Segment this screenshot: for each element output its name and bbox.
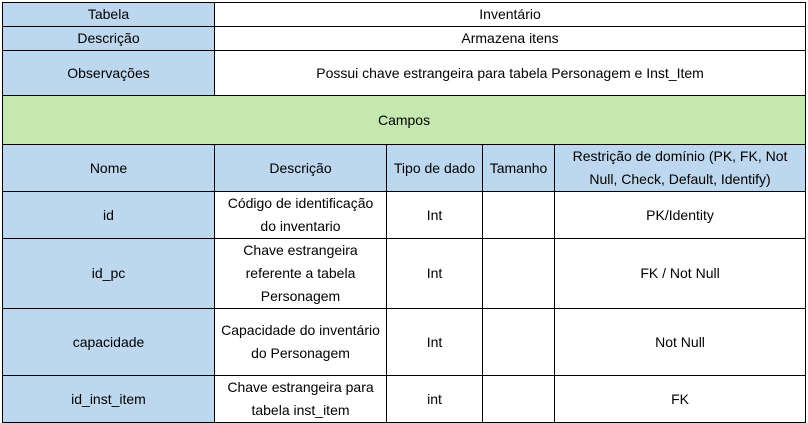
field-tamanho — [483, 376, 555, 423]
field-tipo: Int — [387, 192, 483, 239]
campos-title: Campos — [3, 96, 806, 145]
observacoes-value: Possui chave estrangeira para tabela Personagem e Inst_Item — [215, 51, 806, 96]
table-row — [3, 239, 806, 309]
tabela-row — [3, 3, 806, 27]
field-nome: id_pc — [3, 239, 215, 309]
field-tamanho — [483, 192, 555, 239]
field-descricao: Capacidade do inventário do Personagem — [215, 309, 387, 376]
field-nome: id — [3, 192, 215, 239]
field-tamanho — [483, 239, 555, 309]
table-row — [3, 309, 806, 376]
table-row — [3, 376, 806, 423]
field-nome: capacidade — [3, 309, 215, 376]
field-tamanho — [483, 309, 555, 376]
field-descricao: Chave estrangeira para tabela inst_item — [215, 376, 387, 423]
descricao-label: Descrição — [3, 27, 215, 51]
table-row — [3, 192, 806, 239]
field-tipo: Int — [387, 239, 483, 309]
field-tipo: int — [387, 376, 483, 423]
header-nome: Nome — [3, 145, 215, 192]
descricao-value: Armazena itens — [215, 27, 806, 51]
tabela-label: Tabela — [3, 3, 215, 27]
field-restricao: PK/Identity — [555, 192, 806, 239]
observacoes-row — [3, 51, 806, 96]
header-tamanho: Tamanho — [483, 145, 555, 192]
field-nome: id_inst_item — [3, 376, 215, 423]
header-restricao: Restrição de domínio (PK, FK, Not Null, Check, Default, Identify) — [555, 145, 806, 192]
tabela-value: Inventário — [215, 3, 806, 27]
field-restricao: FK — [555, 376, 806, 423]
field-tipo: Int — [387, 309, 483, 376]
field-restricao: FK / Not Null — [555, 239, 806, 309]
observacoes-label: Observações — [3, 51, 215, 96]
campos-row — [3, 96, 806, 145]
data-dictionary-table — [2, 2, 806, 423]
header-row — [3, 145, 806, 192]
field-descricao: Código de identificação do inventario — [215, 192, 387, 239]
header-descricao: Descrição — [215, 145, 387, 192]
header-tipo: Tipo de dado — [387, 145, 483, 192]
field-restricao: Not Null — [555, 309, 806, 376]
descricao-row — [3, 27, 806, 51]
field-descricao: Chave estrangeira referente a tabela Personagem — [215, 239, 387, 309]
